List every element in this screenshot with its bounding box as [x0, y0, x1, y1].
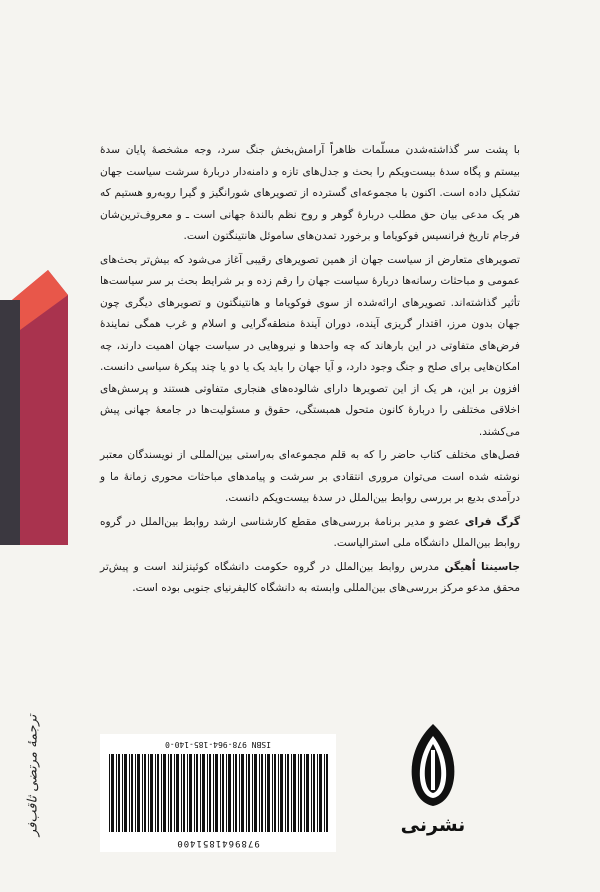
blurb-paragraph-2: تصویرهای متعارض از سیاست جهان از همین تصویرهای رقیبی آغاز می‌شود که بیش‌تر بحث‌های عمومی و مباحثات رسانه‌ها دربارهٔ سیاست جهان را رقم زده و بر شرایط بحث بر سر سیاست‌ها تأثیر گذاشته‌اند. تصویرهای ارائه‌شده از سوی فوکویاما و هانتینگتون و تصویرهای دیگری چون جهان بدون مرز، اقتدار گریزی آینده، دوران آیندهٔ منطقه‌گرایی و اسلام و غرب همگی نمایندهٔ فرض‌های متفاوتی در این بارهاند که چه واحدها و نیروهایی در سیاست جهان اهمیت دارند، چه امکان‌هایی برای صلح و جنگ وجود دارد، و آیا جهان را باید یک یا دو یا چند پیکرهٔ سیاسی دانست. افزون بر این، هر یک از این تصویرها دارای شالوده‌های هنجاری متفاوتی هستند و پرسش‌های اخلاقی مختلفی را دربارهٔ کانون متحول همبستگی، حقوق و مسئولیت‌ها در جامعهٔ جهانی پیش می‌کشند. — [100, 253, 520, 438]
barcode-digits: 9789641851400 — [176, 838, 260, 848]
author-name-ohagan: جاسینتا اُهیگن — [444, 560, 520, 573]
publisher-logo-icon — [404, 720, 462, 810]
author-bio-fry-text: عضو و مدیر برنامهٔ بررسی‌های مقطع کارشناسی ارشد روابط بین‌الملل در گروه روابط بین‌الملل دانشگاه ملی استرالیاست. — [100, 515, 520, 549]
barcode-bars — [108, 754, 328, 832]
translator-credit: ترجمهٔ مرتضی ثاقب‌فر — [25, 714, 41, 836]
isbn-label: ISBN 978-964-185-140-0 — [165, 740, 271, 749]
author-bio-ohagan-text: مدرس روابط بین‌الملل در گروه حکومت دانشگاه کوئینزلند است و پیش‌تر محقق مدعو مرکز بررسی‌های بین‌المللی وابسته به دانشگاه کالیفرنیای جنوبی بوده است. — [100, 560, 520, 594]
author-name-fry: گرگ فرای — [464, 515, 520, 528]
publisher — [398, 720, 468, 850]
barcode — [100, 734, 336, 852]
blurb-text — [100, 140, 520, 602]
blurb-paragraph-1: با پشت سر گذاشته‌شدن مسلّمات ظاهراً آرامش‌بخش جنگ سرد، وجه مشخصهٔ پایان سدهٔ بیستم و پگاه سدهٔ بیست‌ویکم را بحث و جدل‌های تازه و دامنه‌دار دربارهٔ سرشت سیاست جهان تشکیل داده است. اکنون با مجموعه‌ای گسترده از تصویرهای شورانگیز و گیرا روبه‌رو هستیم که هر یک مدعی بیان حق مطلب دربارهٔ گوهر و روح نظم بالندهٔ جهانی است ـ و معروف‌ترین‌شان فرجام تاریخ فرانسیس فوکویاما و برخورد تمدن‌های ساموئل هانتینگتون است. — [100, 144, 520, 242]
blurb-paragraph-3: فصل‌های مختلف کتاب حاضر را که به قلم مجموعه‌ای به‌راستی بین‌المللی از نویسندگان معتبر نوشته شده است می‌توان مروری انتقادی بر سرشت و پیامدهای مباحثات محوری زمانهٔ ما و درآمدی بدیع بر بررسی روابط بین‌الملل در سدهٔ بیست‌ویکم دانست. — [100, 449, 520, 504]
author-bio-fry — [100, 512, 520, 555]
author-bio-ohagan — [100, 557, 520, 600]
spine-dark-strip — [0, 300, 20, 545]
publisher-name: نشرنی — [400, 814, 466, 836]
